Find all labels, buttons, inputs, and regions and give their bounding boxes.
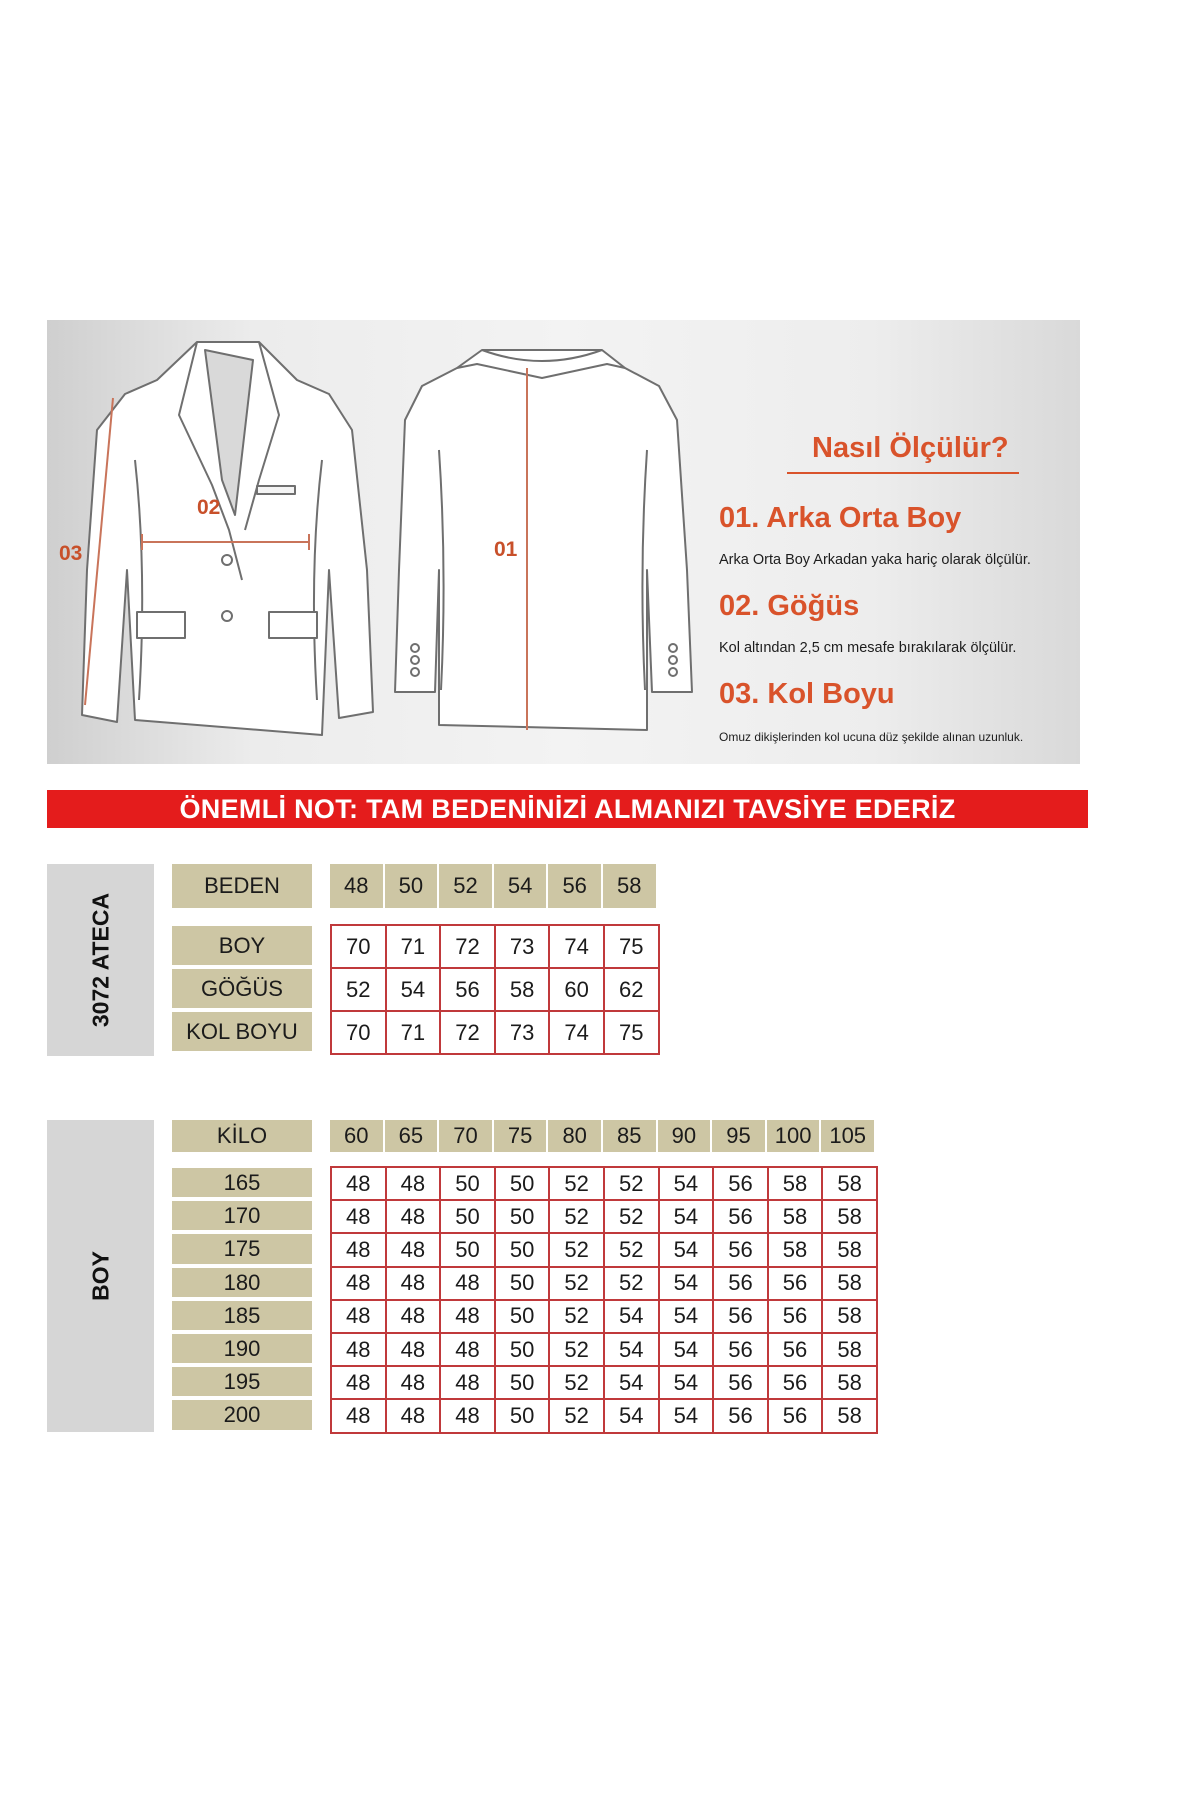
- weight-header-cell: 60: [330, 1120, 383, 1152]
- table-row: [331, 1333, 877, 1366]
- size-cell: 50: [495, 1200, 550, 1233]
- size-cell: 58: [822, 1233, 877, 1266]
- measure-cell: 70: [331, 1011, 386, 1054]
- size-cell: 48: [331, 1267, 386, 1300]
- weight-header-cell: 75: [494, 1120, 547, 1152]
- weight-header-cell: 95: [712, 1120, 765, 1152]
- measure-row-label: BOY: [172, 926, 312, 965]
- size-finder-table: [330, 1166, 878, 1434]
- measure-cell: 52: [331, 968, 386, 1011]
- marker-02: 02: [197, 496, 221, 519]
- size-cell: 48: [440, 1366, 495, 1399]
- weight-header-cell: 100: [767, 1120, 820, 1152]
- size-cell: 56: [768, 1333, 823, 1366]
- size-cell: 54: [659, 1167, 714, 1200]
- size-cell: 50: [495, 1267, 550, 1300]
- size-cell: 50: [495, 1333, 550, 1366]
- size-cell: 56: [713, 1366, 768, 1399]
- size-cell: 50: [440, 1200, 495, 1233]
- beden-label: BEDEN: [172, 864, 312, 908]
- size-cell: 58: [768, 1233, 823, 1266]
- height-row-label: 165: [172, 1168, 312, 1197]
- kilo-label: KİLO: [172, 1120, 312, 1152]
- size-cell: 54: [659, 1333, 714, 1366]
- height-row-label: 195: [172, 1367, 312, 1396]
- table-row: [331, 1167, 877, 1200]
- size-cell: 48: [386, 1333, 441, 1366]
- size-cell: 58: [822, 1333, 877, 1366]
- size-cell: 50: [495, 1399, 550, 1432]
- measure-cell: 73: [495, 925, 550, 968]
- size-cell: 56: [768, 1366, 823, 1399]
- measure-cell: 73: [495, 1011, 550, 1054]
- step-1-title: 01. Arka Orta Boy: [719, 502, 962, 534]
- how-to-title: Nasıl Ölçülür?: [812, 432, 1009, 464]
- height-row-label: 180: [172, 1268, 312, 1297]
- measure-cell: 74: [549, 1011, 604, 1054]
- weight-header-cell: 85: [603, 1120, 656, 1152]
- step-1-desc: Arka Orta Boy Arkadan yaka hariç olarak ölçülür.: [719, 552, 1031, 568]
- table-row: [331, 1011, 659, 1054]
- measurement-banner: [47, 320, 1080, 764]
- size-cell: 58: [822, 1167, 877, 1200]
- size-cell: 56: [713, 1167, 768, 1200]
- size-cell: 58: [822, 1366, 877, 1399]
- measure-cell: 71: [386, 925, 441, 968]
- size-cell: 54: [659, 1366, 714, 1399]
- size-cell: 54: [659, 1233, 714, 1266]
- measure-cell: 72: [440, 1011, 495, 1054]
- size-cell: 58: [822, 1399, 877, 1432]
- size-cell: 56: [768, 1267, 823, 1300]
- measure-cell: 71: [386, 1011, 441, 1054]
- measure-cell: 70: [331, 925, 386, 968]
- measure-table: [330, 924, 660, 1055]
- size-cell: 48: [440, 1399, 495, 1432]
- size-cell: 52: [549, 1300, 604, 1333]
- size-cell: 50: [495, 1167, 550, 1200]
- size-cell: 58: [822, 1200, 877, 1233]
- table-row: [331, 1366, 877, 1399]
- size-cell: 50: [440, 1167, 495, 1200]
- size-cell: 48: [386, 1200, 441, 1233]
- measure-row-label: GÖĞÜS: [172, 969, 312, 1008]
- height-row-label: 200: [172, 1400, 312, 1429]
- table-row: [331, 1233, 877, 1266]
- height-row-label: 185: [172, 1301, 312, 1330]
- measure-cell: 56: [440, 968, 495, 1011]
- weight-header-cell: 70: [439, 1120, 492, 1152]
- height-row-label: 170: [172, 1201, 312, 1230]
- size-cell: 48: [386, 1233, 441, 1266]
- table-row: [331, 1399, 877, 1432]
- size-cell: 52: [549, 1267, 604, 1300]
- size-cell: 54: [659, 1200, 714, 1233]
- size-cell: 52: [604, 1267, 659, 1300]
- size-cell: 48: [386, 1399, 441, 1432]
- size-cell: 56: [768, 1300, 823, 1333]
- size-cell: 56: [713, 1300, 768, 1333]
- height-side-label: [47, 1120, 154, 1432]
- size-cell: 56: [713, 1200, 768, 1233]
- size-cell: 54: [604, 1366, 659, 1399]
- step-3-title: 03. Kol Boyu: [719, 678, 895, 710]
- size-cell: 56: [713, 1267, 768, 1300]
- size-cell: 52: [549, 1167, 604, 1200]
- jacket-illustration: [47, 320, 1080, 764]
- marker-01: 01: [494, 538, 518, 561]
- size-header-cell: 56: [548, 864, 601, 908]
- measure-cell: 54: [386, 968, 441, 1011]
- measure-cell: 75: [604, 1011, 659, 1054]
- size-cell: 52: [604, 1167, 659, 1200]
- size-cell: 48: [440, 1333, 495, 1366]
- table-row: [331, 1200, 877, 1233]
- measure-row-label: KOL BOYU: [172, 1012, 312, 1051]
- measure-cell: 75: [604, 925, 659, 968]
- size-cell: 58: [768, 1167, 823, 1200]
- size-cell: 48: [331, 1366, 386, 1399]
- marker-03: 03: [59, 542, 83, 565]
- size-cell: 54: [659, 1399, 714, 1432]
- size-cell: 56: [713, 1233, 768, 1266]
- size-cell: 48: [331, 1233, 386, 1266]
- size-cell: 48: [331, 1333, 386, 1366]
- size-cell: 48: [331, 1399, 386, 1432]
- size-cell: 54: [604, 1399, 659, 1432]
- important-note: ÖNEMLİ NOT: TAM BEDENİNİZİ ALMANIZI TAVSİYE EDERİZ: [47, 790, 1088, 828]
- size-cell: 52: [549, 1333, 604, 1366]
- size-header-cell: 58: [603, 864, 656, 908]
- size-cell: 48: [386, 1366, 441, 1399]
- weight-header-cell: 80: [548, 1120, 601, 1152]
- size-cell: 58: [822, 1267, 877, 1300]
- height-row-label: 190: [172, 1334, 312, 1363]
- size-cell: 50: [440, 1233, 495, 1266]
- size-cell: 56: [713, 1333, 768, 1366]
- size-cell: 56: [713, 1399, 768, 1432]
- step-2-desc: Kol altından 2,5 cm mesafe bırakılarak ölçülür.: [719, 640, 1017, 656]
- size-cell: 48: [386, 1300, 441, 1333]
- measure-cell: 72: [440, 925, 495, 968]
- size-cell: 52: [604, 1200, 659, 1233]
- measure-cell: 74: [549, 925, 604, 968]
- size-cell: 48: [386, 1167, 441, 1200]
- size-cell: 52: [549, 1399, 604, 1432]
- size-cell: 54: [659, 1267, 714, 1300]
- measure-cell: 58: [495, 968, 550, 1011]
- table-row: [331, 1300, 877, 1333]
- size-cell: 54: [604, 1300, 659, 1333]
- measure-cell: 60: [549, 968, 604, 1011]
- height-axis-label: BOY: [87, 1251, 113, 1301]
- size-cell: 50: [495, 1366, 550, 1399]
- size-cell: 54: [659, 1300, 714, 1333]
- size-cell: 50: [495, 1300, 550, 1333]
- size-header-cell: 50: [385, 864, 438, 908]
- size-cell: 48: [386, 1267, 441, 1300]
- size-header-cell: 52: [439, 864, 492, 908]
- size-cell: 48: [440, 1300, 495, 1333]
- height-row-label: 175: [172, 1234, 312, 1263]
- size-cell: 48: [440, 1267, 495, 1300]
- size-cell: 58: [822, 1300, 877, 1333]
- step-2-title: 02. Göğüs: [719, 590, 860, 622]
- size-cell: 56: [768, 1399, 823, 1432]
- measure-cell: 62: [604, 968, 659, 1011]
- size-header-cell: 54: [494, 864, 547, 908]
- table-row: [331, 1267, 877, 1300]
- model-side-label: [47, 864, 154, 1056]
- size-cell: 48: [331, 1167, 386, 1200]
- table-row: [331, 925, 659, 968]
- size-cell: 54: [604, 1333, 659, 1366]
- size-cell: 52: [549, 1200, 604, 1233]
- size-cell: 52: [549, 1233, 604, 1266]
- how-to-underline: [787, 472, 1019, 474]
- model-name: 3072 ATECA: [87, 892, 113, 1028]
- size-cell: 48: [331, 1300, 386, 1333]
- table-row: [331, 968, 659, 1011]
- step-3-desc: Omuz dikişlerinden kol ucuna düz şekilde alınan uzunluk.: [719, 730, 1024, 744]
- weight-header-cell: 90: [658, 1120, 711, 1152]
- size-cell: 52: [549, 1366, 604, 1399]
- size-header-cell: 48: [330, 864, 383, 908]
- size-cell: 52: [604, 1233, 659, 1266]
- size-cell: 50: [495, 1233, 550, 1266]
- weight-header-cell: 65: [385, 1120, 438, 1152]
- size-cell: 48: [331, 1200, 386, 1233]
- weight-header-cell: 105: [821, 1120, 874, 1152]
- size-cell: 58: [768, 1200, 823, 1233]
